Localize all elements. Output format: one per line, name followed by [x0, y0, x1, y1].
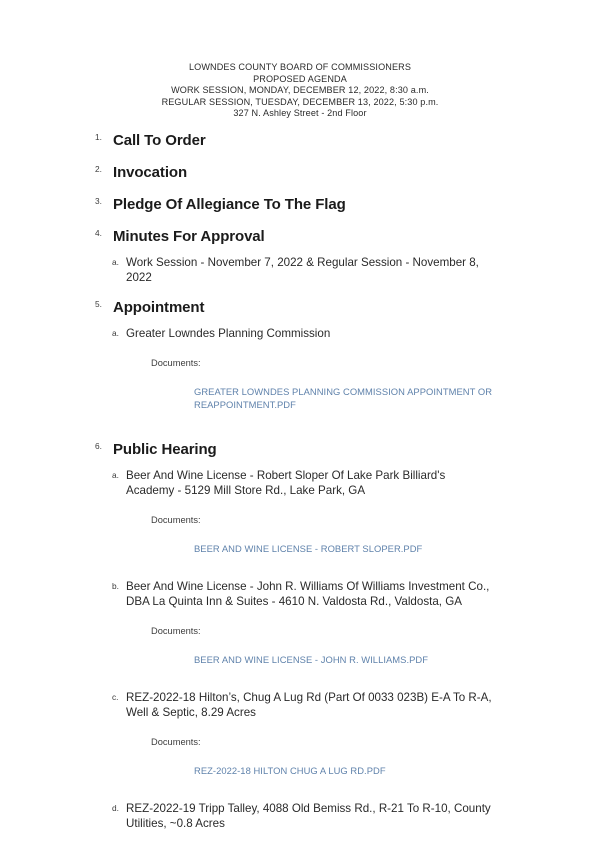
agenda-subitem-list — [113, 326, 600, 428]
agenda-item — [0, 163, 600, 195]
agenda-item — [0, 131, 600, 163]
agenda-subitem-letter: d. — [112, 802, 119, 813]
header-line-work-session: WORK SESSION, MONDAY, DECEMBER 12, 2022, 8:30 a.m. — [171, 85, 429, 96]
document-link-item — [126, 385, 600, 411]
header-line-organization: LOWNDES COUNTY BOARD OF COMMISSIONERS — [188, 62, 412, 72]
document-link[interactable]: REZ-2022-18 HILTON CHUG A LUG RD.PDF — [194, 765, 386, 777]
document-link[interactable]: BEER AND WINE LICENSE - JOHN R. WILLIAMS.PDF — [194, 654, 429, 666]
agenda-subitem-letter: b. — [112, 580, 119, 591]
agenda-item-number: 4. — [95, 227, 102, 238]
agenda-subitem-text: REZ-2022-19 Tripp Talley, 4088 Old Bemiss Rd., R-21 To R-10, County Utilities, ~0.8 Acres — [126, 801, 491, 831]
documents-label: Documents: — [151, 358, 201, 369]
header-line-regular-session: REGULAR SESSION, TUESDAY, DECEMBER 13, 2022, 5:30 p.m. — [161, 96, 439, 107]
agenda-item — [0, 227, 600, 298]
agenda-subitem-text: REZ-2022-18 Hilton’s, Chug A Lug Rd (Part Of 0033 023B) E-A To R-A, Well & Septic, 8.29 Acres — [126, 690, 492, 720]
document-link-item — [126, 542, 600, 555]
spacer — [113, 184, 600, 195]
agenda-subitem-text: Beer And Wine License - John R. Williams Of Williams Investment Co., DBA La Quinta Inn & Suites - 4610 N. Valdosta Rd., Valdosta, GA — [126, 579, 490, 609]
documents-label: Documents: — [151, 737, 201, 748]
document-header — [0, 0, 600, 120]
agenda-item-number: 1. — [95, 131, 102, 142]
agenda-subitem — [113, 255, 600, 286]
agenda-subitem — [113, 579, 600, 683]
spacer — [126, 667, 600, 683]
agenda-subitem-list — [113, 255, 600, 286]
spacer — [113, 286, 600, 298]
document-link[interactable]: GREATER LOWNDES PLANNING COMMISSION APPOINTMENT OR REAPPOINTMENT.PDF — [194, 386, 493, 411]
agenda-subitem-letter: a. — [112, 256, 119, 267]
agenda-subitem-text: Greater Lowndes Planning Commission — [126, 326, 331, 340]
spacer — [113, 831, 600, 843]
spacer — [113, 152, 600, 163]
agenda-subitem — [113, 326, 600, 428]
document-link-list — [126, 385, 600, 411]
spacer — [126, 778, 600, 794]
agenda-item-title: Minutes For Approval — [113, 227, 265, 245]
document-link-item — [126, 764, 600, 777]
agenda-subitem — [113, 468, 600, 572]
documents-label: Documents: — [151, 626, 201, 637]
agenda-subitem — [113, 801, 600, 832]
agenda-list — [0, 120, 600, 843]
document-link[interactable]: BEER AND WINE LICENSE - ROBERT SLOPER.PDF — [194, 543, 423, 555]
document-link-list — [126, 542, 600, 555]
agenda-subitem-text: Work Session - November 7, 2022 & Regular Session - November 8, 2022 — [126, 255, 479, 285]
agenda-item — [0, 440, 600, 843]
spacer — [126, 556, 600, 572]
agenda-item-number: 5. — [95, 298, 102, 309]
document-link-item — [126, 653, 600, 666]
document-link-list — [126, 653, 600, 666]
spacer — [113, 428, 600, 440]
agenda-item — [0, 298, 600, 440]
header-line-agenda-type: PROPOSED AGENDA — [253, 73, 347, 84]
agenda-subitem-letter: a. — [112, 469, 119, 480]
header-line-location: 327 N. Ashley Street - 2nd Floor — [233, 108, 367, 119]
agenda-subitem-letter: a. — [112, 327, 119, 338]
agenda-subitem-text: Beer And Wine License - Robert Sloper Of Lake Park Billiard's Academy - 5129 Mill Store Rd., Lake Park, GA — [126, 468, 446, 497]
agenda-item-title: Pledge Of Allegiance To The Flag — [113, 195, 346, 213]
agenda-item-number: 2. — [95, 163, 102, 174]
spacer — [126, 412, 600, 428]
spacer — [113, 216, 600, 227]
documents-label: Documents: — [151, 515, 201, 526]
agenda-item-title: Public Hearing — [113, 440, 217, 458]
agenda-item-title: Invocation — [113, 163, 188, 181]
agenda-subitem — [113, 690, 600, 794]
agenda-subitem-letter: c. — [112, 691, 119, 702]
agenda-item-title: Appointment — [113, 298, 205, 316]
agenda-item-number: 3. — [95, 195, 102, 206]
document-link-list — [126, 764, 600, 777]
agenda-item-title: Call To Order — [113, 131, 206, 149]
agenda-item-number: 6. — [95, 440, 102, 451]
agenda-item — [0, 195, 600, 227]
